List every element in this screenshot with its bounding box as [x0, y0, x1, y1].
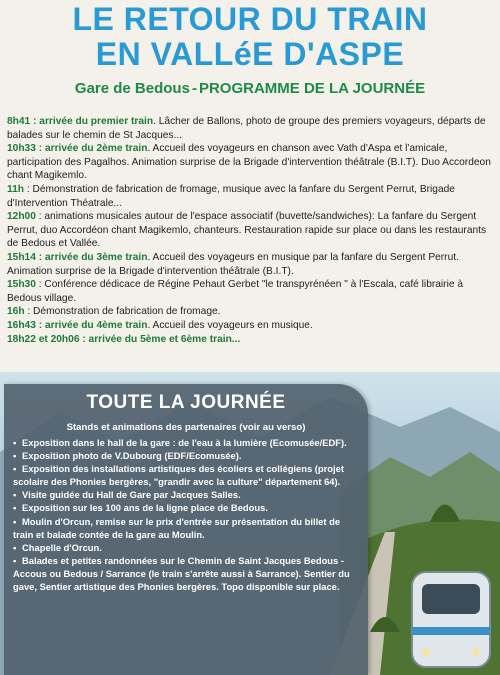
list-item-text: Visite guidée du Hall de Gare par Jacques Salles. — [22, 489, 241, 501]
schedule-text: : animations musicales autour de l'espace associatif (buvette/sandwiches): La fanfare du Sergent Perrut, duo Accordéon chant Magikemlo, chanteurs. Restauration rapide sur place ou dans les restaurants de Bedous et Vallée. — [7, 211, 487, 250]
bullet: • — [13, 450, 17, 462]
schedule-item — [7, 183, 495, 210]
subtitle-place: Gare de Bedous — [74, 80, 190, 97]
subtitle-program: PROGRAMME DE LA JOURNÉE — [198, 80, 426, 97]
panel-title: TOUTE LA JOURNÉE — [86, 392, 286, 413]
schedule-item — [7, 305, 495, 319]
list-item-text: Exposition photo de V.Dubourg (EDF/Ecomusée). — [22, 450, 242, 462]
list-item-text: Balades et petites randonnées sur le Chemin de Saint Jacques Bedous - Accous ou Bedous / Sarrance (le train s'arrête aussi à Sarrance). Sentier du gave, Sentier artistique des Phonies bergères. Topo disponible sur place. — [13, 554, 350, 593]
schedule-time: 10h33 : arrivée du 2ème train — [7, 143, 148, 155]
train-image — [412, 572, 490, 667]
schedule-item — [7, 251, 495, 278]
list-item — [13, 462, 361, 488]
list-item — [13, 488, 361, 501]
schedule-text: . Lâcher de Ballons, photo de groupe des premiers voyageurs, départs de balades sur le chemin de St Jacques... — [7, 116, 486, 141]
list-item — [13, 449, 361, 462]
list-item-text: Chapelle d'Orcun. — [22, 541, 102, 553]
bullet: • — [13, 554, 17, 566]
schedule-item — [7, 142, 495, 183]
schedule-time: 16h — [7, 306, 25, 318]
all-day-panel — [4, 384, 368, 675]
list-item — [13, 541, 361, 554]
schedule-time: 8h41 : arrivée du premier train — [7, 116, 154, 127]
panel-subtitle: Stands et animations des partenaires (voir au verso) — [66, 422, 306, 433]
title-line-2: EN VALLéE D'ASPE — [95, 36, 405, 72]
title-line-1: LE RETOUR DU TRAIN — [72, 1, 428, 37]
schedule-item — [7, 210, 495, 251]
list-item — [13, 436, 361, 449]
list-item — [13, 554, 361, 593]
schedule-item — [7, 319, 495, 333]
schedule-time: 11h — [7, 183, 24, 195]
schedule-item — [7, 333, 495, 347]
list-item-text: Moulin d'Orcun, remise sur le prix d'entrée sur présentation du billet de train et balade contée de la gare au Moulin. — [13, 515, 341, 540]
subtitle-separator: - — [191, 80, 197, 97]
schedule-time: 12h00 — [7, 211, 36, 223]
schedule-time: 15h30 — [7, 279, 36, 291]
schedule-time: 16h43 : arrivée du 4ème train — [7, 319, 148, 331]
list-item — [13, 501, 361, 514]
subtitle — [0, 80, 500, 98]
bullet: • — [13, 463, 17, 475]
schedule-text: : Conférence dédicace de Régine Pehaut Gerbet "le transpyrénéen " à l'Escala, café librairie à Bedous village. — [7, 279, 464, 304]
list-item — [13, 515, 361, 541]
bullet: • — [13, 437, 17, 448]
schedule-text: . Accueil des voyageurs en musique. — [147, 319, 313, 331]
schedule-text: . Accueil des voyageurs en musique par la fanfare du Sergent Perrut. Animation surprise de la Brigade d'intervention théâtrale (B.I.T). — [7, 251, 459, 277]
schedule-item — [7, 115, 495, 142]
bullet: • — [13, 541, 17, 553]
schedule-text: : Démonstration de fabrication de fromage. — [24, 306, 221, 318]
schedule-item — [7, 278, 495, 305]
activity-list — [13, 436, 361, 593]
list-item-text: Exposition sur les 100 ans de la ligne place de Bedous. — [22, 502, 268, 514]
schedule-time: 18h22 et 20h06 : arrivée du 5ème et 6ème train... — [7, 333, 241, 345]
bullet: • — [13, 489, 17, 501]
schedule-text: : Démonstration de fabrication de fromage, musique avec la fanfare du Sergent Perrut, Brigade d'Intervention Théatrale... — [7, 183, 455, 209]
schedule — [7, 115, 495, 346]
list-item-text: Exposition des installations artistiques des écoliers et collégiens (projet scolaire des Phonies bergères, "grandir avec la culture" département 64). — [13, 463, 344, 488]
schedule-text: . Accueil des voyageurs en chanson avec Vath d'Aspa et l'amicale, participation des Pagalhos. Animation surprise de la Brigade d'intervention théâtrale (B.I.T). Duo Accordeon chant Magikemlo. — [7, 143, 491, 182]
list-item-text: Exposition dans le hall de la gare : de l'eau à la lumière (Ecomusée/EDF). — [22, 437, 347, 448]
bullet: • — [13, 502, 17, 514]
bullet: • — [13, 515, 17, 527]
schedule-time: 15h14 : arrivée du 3ème train — [7, 251, 148, 263]
